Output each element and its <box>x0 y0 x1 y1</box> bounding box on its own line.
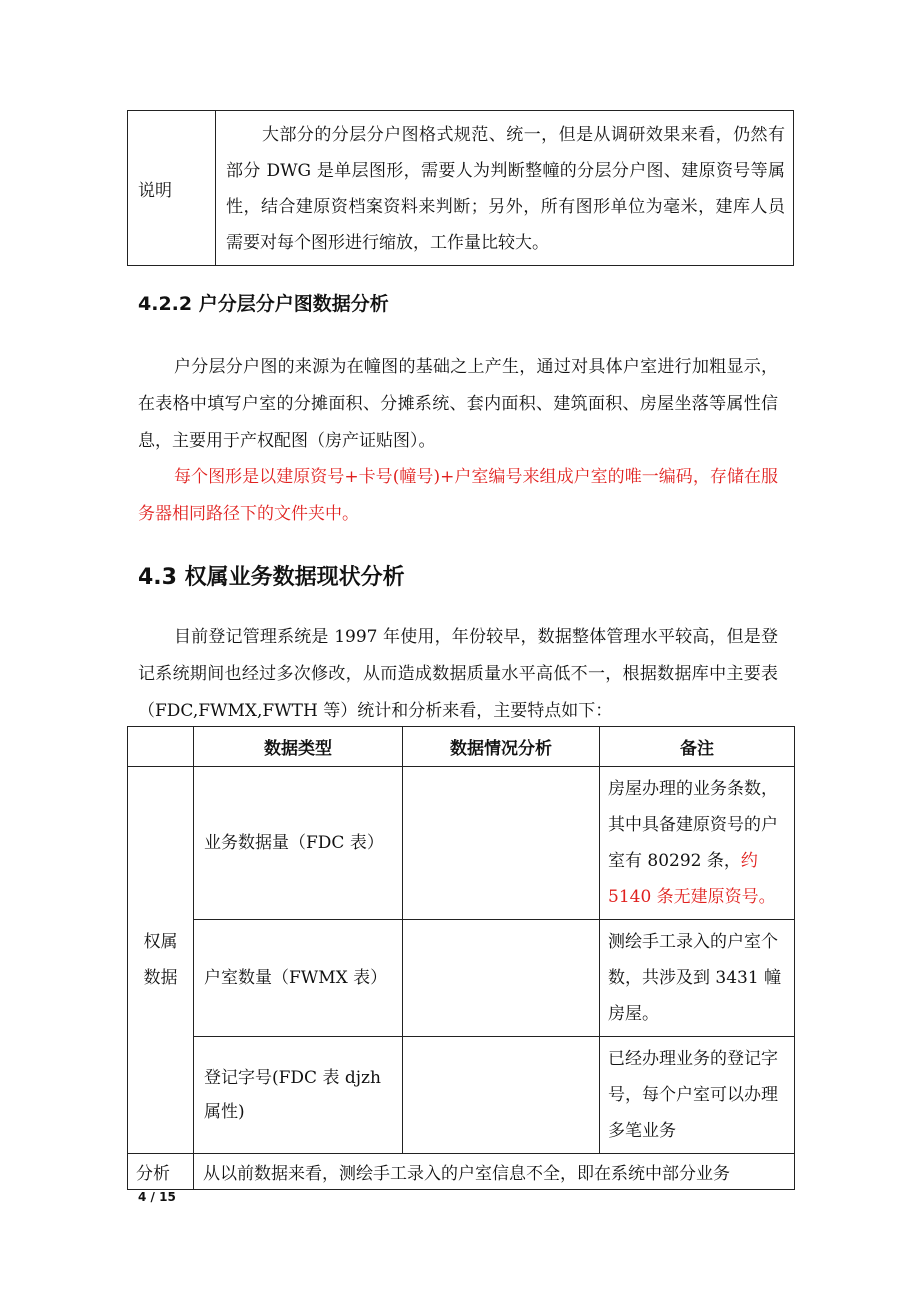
header-blank <box>128 727 194 767</box>
analysis-cell <box>403 920 600 1037</box>
section-4-3-heading: 4.3 权属业务数据现状分析 <box>138 565 405 590</box>
description-label: 说明 <box>128 111 216 266</box>
data-type-cell: 业务数据量（FDC 表） <box>194 767 403 920</box>
table-row <box>128 767 795 920</box>
category-label: 权属数据 <box>143 932 178 988</box>
section-4-2-2-heading: 4.2.2 户分层分户图数据分析 <box>138 293 389 315</box>
section-4-2-2-paragraph: 户分层分户图的来源为在幢图的基础之上产生，通过对具体户室进行加粗显示，在表格中填写户室的分摊面积、分摊系统、套内面积、建筑面积、房屋坐落等属性信息，主要用于产权配图（房产证贴图）。 <box>138 357 778 451</box>
remark-text: 测绘手工录入的户室个数，共涉及到 3431 幢房屋。 <box>608 932 782 1024</box>
description-text: 大部分的分层分户图格式规范、统一，但是从调研效果来看，仍然有部分 DWG 是单层图形，需要人为判断整幢的分层分户图、建原资号等属性，结合建原资档案资料来判断；另外，所有图形单位为毫米，建库人员需要对每个图形进行缩放，工作量比较大。 <box>216 111 794 266</box>
description-row <box>128 111 794 266</box>
header-data-analysis: 数据情况分析 <box>403 727 600 767</box>
page-number: 4 / 15 <box>138 1190 176 1204</box>
data-type-cell: 登记字号(FDC 表 djzh 属性) <box>194 1037 403 1154</box>
table-row <box>128 920 795 1037</box>
table-row <box>128 1037 795 1154</box>
analysis-text: 从以前数据来看，测绘手工录入的户室信息不全，即在系统中部分业务 <box>194 1154 795 1190</box>
data-type-cell: 户室数量（FWMX 表） <box>194 920 403 1037</box>
remark-cell <box>600 767 795 920</box>
analysis-row <box>128 1154 795 1190</box>
section-4-2-2-highlight-paragraph: 每个图形是以建原资号+卡号(幢号)+户室编号来组成户室的唯一编码，存储在服务器相同路径下的文件夹中。 <box>138 467 778 524</box>
remark-text: 房屋办理的业务条数，其中具备建原资号的户室有 80292 条， <box>608 779 778 871</box>
remark-cell <box>600 920 795 1037</box>
description-table <box>127 110 794 266</box>
category-cell <box>128 767 194 1154</box>
ownership-data-table <box>127 726 795 1190</box>
analysis-cell <box>403 1037 600 1154</box>
remark-cell <box>600 1037 795 1154</box>
section-4-3-paragraph: 目前登记管理系统是 1997 年使用，年份较早，数据整体管理水平较高，但是登记系统期间也经过多次修改，从而造成数据质量水平高低不一，根据数据库中主要表（FDC,FWMX,FWTH 等）统计和分析来看，主要特点如下： <box>138 627 778 721</box>
table-header-row <box>128 727 795 767</box>
header-data-type: 数据类型 <box>194 727 403 767</box>
analysis-label: 分析 <box>128 1154 194 1190</box>
analysis-cell <box>403 767 600 920</box>
remark-text: 已经办理业务的登记字号，每个户室可以办理多笔业务 <box>608 1049 778 1141</box>
header-remarks: 备注 <box>600 727 795 767</box>
remark-highlight-text: 约 5140 条无建原资号。 <box>608 851 776 907</box>
